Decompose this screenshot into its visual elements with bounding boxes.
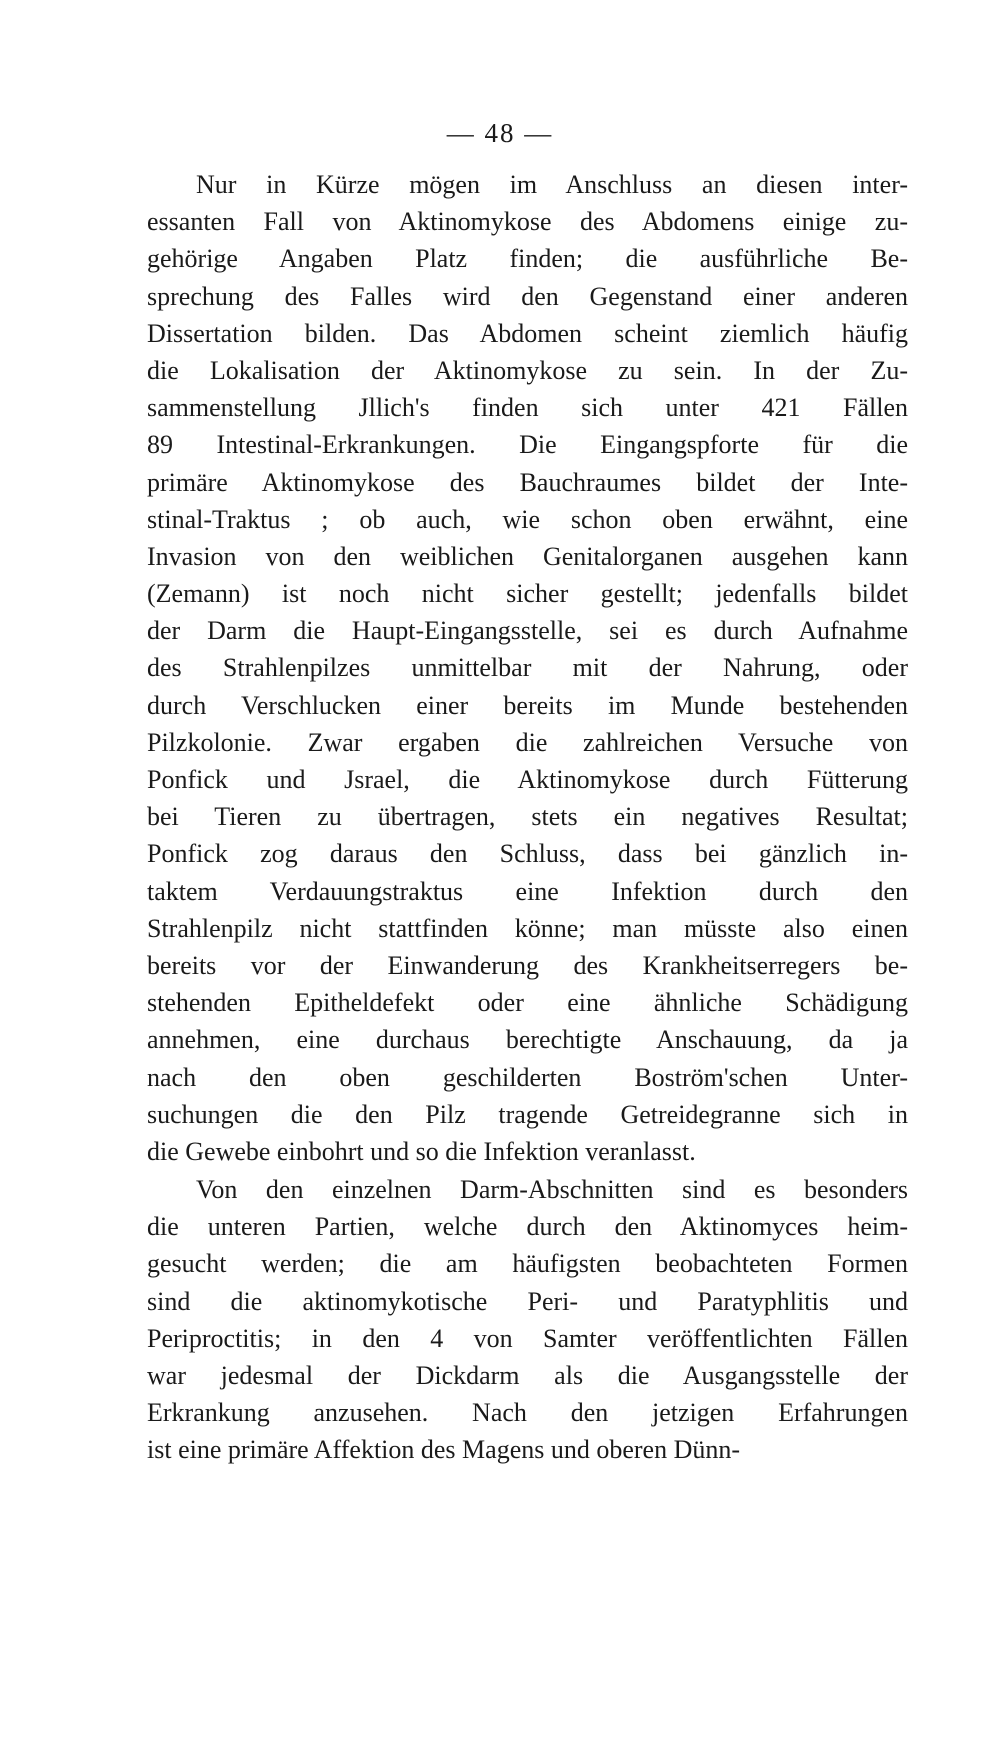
page-number: — 48 — bbox=[446, 118, 554, 148]
text-line: Invasion von den weiblichen Genitalorganen ausgehen kann bbox=[147, 541, 908, 571]
text-line: bei Tieren zu übertragen, stets ein negatives Resultat; bbox=[147, 802, 908, 832]
text-line: bereits vor der Einwanderung des Krankheitserregers be- bbox=[147, 950, 908, 980]
text-line: ist eine primäre Affektion des Magens und oberen Dünn- bbox=[147, 1435, 741, 1465]
text-line: suchungen die den Pilz tragende Getreidegranne sich in bbox=[147, 1099, 908, 1129]
text-line: des Strahlenpilzes unmittelbar mit der Nahrung, oder bbox=[147, 653, 908, 683]
text-line: stehenden Epitheldefekt oder eine ähnliche Schädigung bbox=[147, 988, 908, 1018]
text-line: Ponfick und Jsrael, die Aktinomykose durch Fütterung bbox=[147, 765, 908, 794]
text-line: gehörige Angaben Platz finden; die ausführliche Be- bbox=[147, 244, 908, 274]
text-line: annehmen, eine durchaus berechtigte Anschauung, da ja bbox=[147, 1025, 908, 1055]
text-line: Pilzkolonie. Zwar ergaben die zahlreichen Versuche von bbox=[147, 727, 908, 757]
text-line: taktem Verdauungstraktus eine Infektion durch den bbox=[147, 876, 908, 906]
text-line: sprechung des Falles wird den Gegenstand einer anderen bbox=[147, 281, 908, 311]
text-line: Ponfick zog daraus den Schluss, dass bei gänzlich in- bbox=[147, 839, 908, 869]
text-line: der Darm die Haupt-Eingangsstelle, sei es durch Aufnahme bbox=[147, 616, 908, 646]
paragraph-2 bbox=[147, 1171, 908, 1469]
text-line: durch Verschlucken einer bereits im Munde bestehenden bbox=[147, 690, 908, 720]
text-line: die Lokalisation der Aktinomykose zu sein. In der Zu- bbox=[147, 355, 908, 385]
text-line: primäre Aktinomykose des Bauchraumes bildet der Inte- bbox=[147, 467, 908, 497]
text-line: Dissertation bilden. Das Abdomen scheint ziemlich häufig bbox=[147, 318, 908, 348]
text-line: die unteren Partien, welche durch den Aktinomyces heim- bbox=[147, 1212, 908, 1242]
text-line: essanten Fall von Aktinomykose des Abdomens einige zu- bbox=[147, 207, 908, 237]
text-line: die Gewebe einbohrt und so die Infektion veranlasst. bbox=[147, 1136, 696, 1166]
text-line: Periproctitis; in den 4 von Samter veröffentlichten Fällen bbox=[147, 1323, 908, 1353]
paragraph-1 bbox=[147, 166, 908, 1170]
text-line: Strahlenpilz nicht stattfinden könne; man müsste also einen bbox=[147, 913, 908, 943]
text-line: Nur in Kürze mögen im Anschluss an diesen inter- bbox=[196, 170, 908, 199]
text-line: gesucht werden; die am häufigsten beobachteten Formen bbox=[147, 1249, 908, 1279]
text-line: 89 Intestinal-Erkrankungen. Die Eingangspforte für die bbox=[147, 430, 908, 460]
text-line: stinal-Traktus ; ob auch, wie schon oben erwähnt, eine bbox=[147, 504, 908, 534]
text-line: (Zemann) ist noch nicht sicher gestellt; jedenfalls bildet bbox=[147, 579, 908, 609]
text-line: war jedesmal der Dickdarm als die Ausgangsstelle der bbox=[147, 1360, 908, 1390]
text-line: Von den einzelnen Darm-Abschnitten sind es besonders bbox=[196, 1175, 908, 1204]
text-line: sind die aktinomykotische Peri- und Paratyphlitis und bbox=[147, 1286, 908, 1316]
text-line: sammenstellung Jllich's finden sich unter 421 Fällen bbox=[147, 393, 908, 423]
text-line: nach den oben geschilderten Boström'schen Unter- bbox=[147, 1062, 908, 1092]
text-line: Erkrankung anzusehen. Nach den jetzigen Erfahrungen bbox=[147, 1398, 908, 1428]
